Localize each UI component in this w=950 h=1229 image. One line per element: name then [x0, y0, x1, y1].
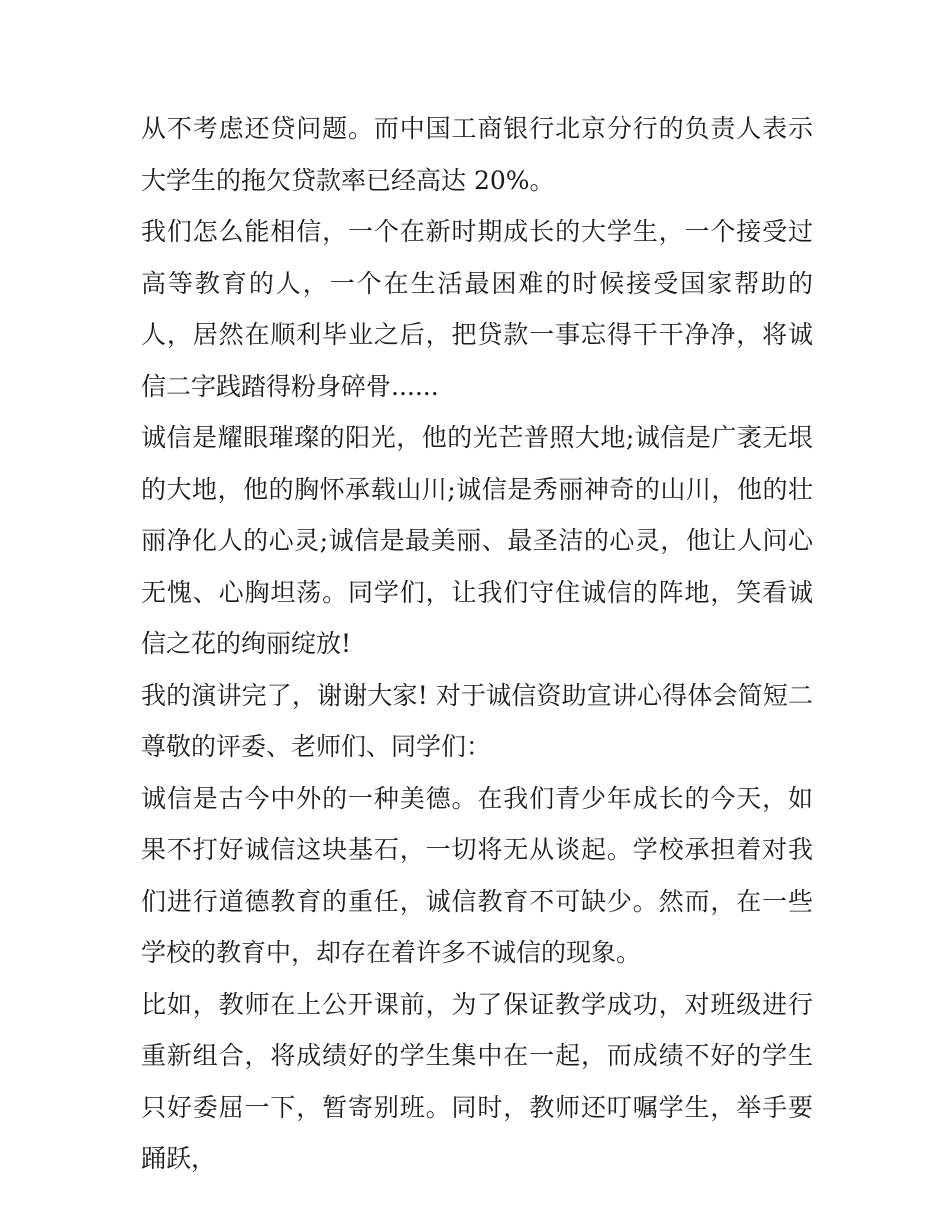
paragraph: 从不考虑还贷问题。而中国工商银行北京分行的负责人表示大学生的拖欠贷款率已经高达 20%。 — [141, 114, 813, 195]
document-body — [141, 103, 813, 1185]
paragraph: 我们怎么能相信，一个在新时期成长的大学生，一个接受过高等教育的人，一个在生活最困难的时候接受国家帮助的人，居然在顺利毕业之后，把贷款一事忘得干干净净，将诚信二字践踏得粉身碎骨...... — [141, 217, 813, 401]
paragraph: 诚信是古今中外的一种美德。在我们青少年成长的今天，如果不打好诚信这块基石，一切将无从谈起。学校承担着对我们进行道德教育的重任，诚信教育不可缺少。然而，在一些学校的教育中，却存在着许多不诚信的现象。 — [141, 783, 813, 967]
paragraph: 诚信是耀眼璀璨的阳光，他的光芒普照大地;诚信是广袤无垠的大地，他的胸怀承载山川;诚信是秀丽神奇的山川，他的壮丽净化人的心灵;诚信是最美丽、最圣洁的心灵，他让人问心无愧、心胸坦荡。同学们，让我们守住诚信的阵地，笑看诚信之花的绚丽绽放! — [141, 423, 813, 658]
paragraph: 比如，教师在上公开课前，为了保证教学成功，对班级进行重新组合，将成绩好的学生集中在一起，而成绩不好的学生只好委屈一下，暂寄别班。同时，教师还叮嘱学生，举手要踊跃， — [141, 989, 813, 1173]
paragraph: 我的演讲完了，谢谢大家! 对于诚信资助宣讲心得体会简短二尊敬的评委、老师们、同学们： — [141, 680, 813, 761]
